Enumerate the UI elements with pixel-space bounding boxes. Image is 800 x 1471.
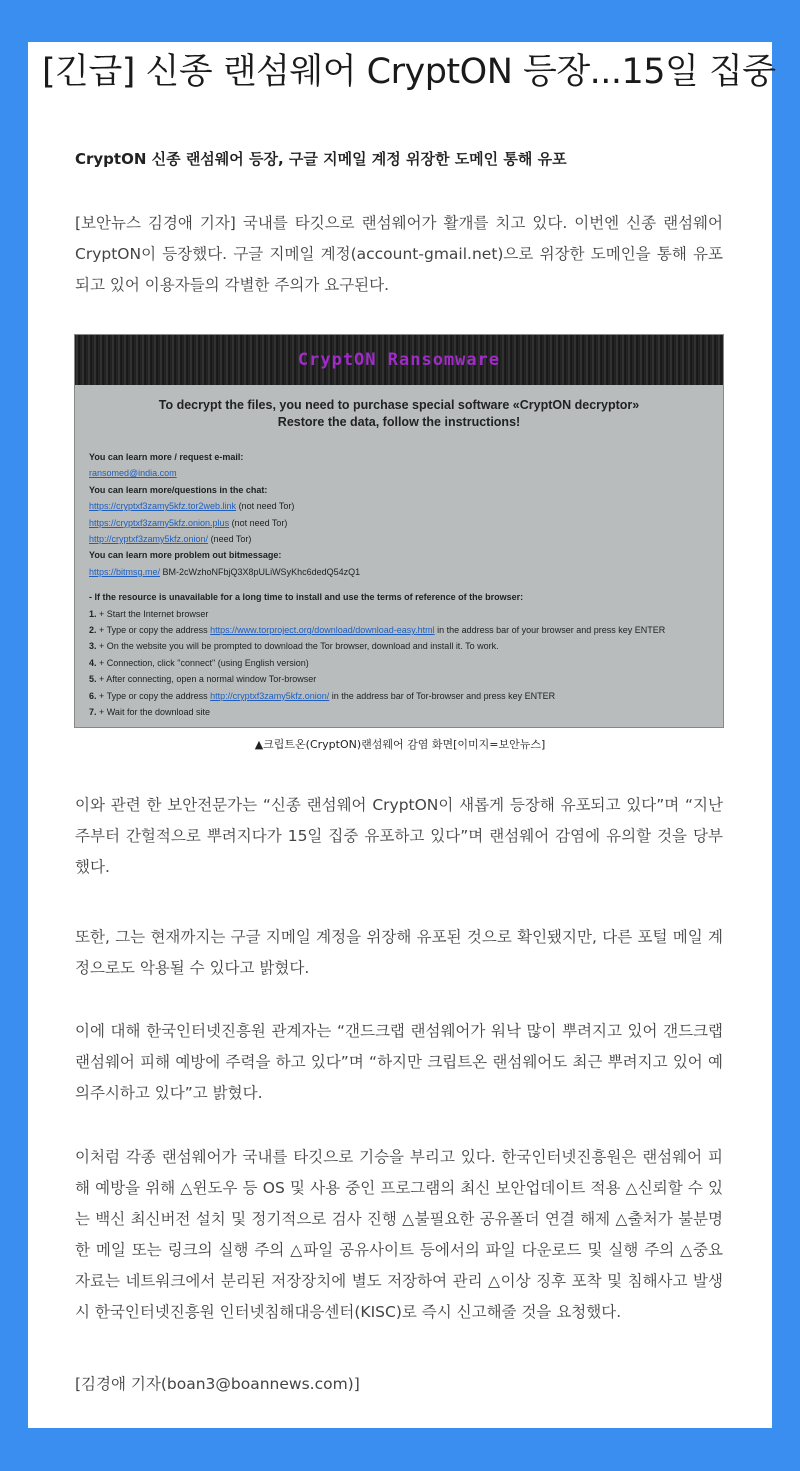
headline-line-1: To decrypt the files, you need to purchase special software «CryptON decryptor» (158, 398, 640, 412)
chat-link-1[interactable]: https://cryptxf3zamy5kfz.tor2web.link (89, 501, 237, 512)
image-caption: ▲크립트온(CryptON)랜섬웨어 감염 화면[이미지=보안뉴스] (254, 738, 546, 751)
chat-link-2[interactable]: https://cryptxf3zamy5kfz.onion.plus (89, 517, 230, 528)
chat-link-3[interactable]: http://cryptxf3zamy5kfz.onion/ (89, 534, 209, 545)
ransomware-screenshot (74, 334, 724, 728)
article-card (28, 42, 776, 1428)
byline: [김경애 기자(boan3@boannews.com)] (75, 1375, 360, 1393)
chat-link-3-note: (need Tor) (208, 534, 252, 545)
article-paragraph: [보안뉴스 김경애 기자] 국내를 타깃으로 랜섬웨어가 활개를 치고 있다. 이번엔 신종 랜섬웨어 CryptON이 등장했다. 구글 지메일 계정(account-gmail.net)으로 위장한 도메인을 통해 유포되고 있어 이용자들의 각별한 주의가 요구된다. (75, 214, 723, 294)
step-2: 2. + Type or copy the address https://www.torproject.org/download/download-easy.html in the address bar of your browser and press key ENTER (89, 625, 666, 636)
chat-link-1-note: (not need Tor) (236, 501, 295, 512)
step-1: 1. + Start the Internet browser (89, 608, 209, 619)
resource-note: - If the resource is unavailable for a long time to install and use the terms of reference of the browser: (89, 592, 524, 603)
article-paragraph: 이와 관련 한 보안전문가는 “신종 랜섬웨어 CryptON이 새롭게 등장해 유포되고 있다”며 “지난 주부터 간헐적으로 뿌려지다가 15일 집중 유포하고 있다”며 랜섬웨어 감염에 유의할 것을 당부했다. (75, 796, 723, 876)
article-subhead: CryptON 신종 랜섬웨어 등장, 구글 지메일 계정 위장한 도메인 통해 유포 (75, 150, 567, 168)
onion-link[interactable]: http://cryptxf3zamy5kfz.onion/ (210, 690, 330, 701)
headline-line-2: Restore the data, follow the instructions! (277, 415, 521, 429)
article-paragraph: 또한, 그는 현재까지는 구글 지메일 계정을 위장해 유포된 것으로 확인됐지만, 다른 포털 메일 계정으로도 악용될 수 있다고 밝혔다. (75, 928, 723, 977)
ransomware-headline (75, 397, 723, 431)
bitmessage-link[interactable]: https://bitmsg.me/ (89, 566, 161, 577)
article-title: [긴급] 신종 랜섬웨어 CryptON 등장...15일 집중 (42, 52, 776, 92)
article-paragraph: 이에 대해 한국인터넷진흥원 관계자는 “갠드크랩 랜섬웨어가 워낙 많이 뿌려지고 있어 갠드크랩 랜섬웨어 피해 예방에 주력을 하고 있다”며 “하지만 크립트온 랜섬웨어도 최근 뿌려지고 있어 예의주시하고 있다”고 밝혔다. (75, 1022, 723, 1102)
chat-label: You can learn more/questions in the chat: (89, 484, 268, 495)
ransomware-banner (75, 335, 723, 385)
ransomware-brand: CryptON Ransomware (297, 350, 501, 370)
ransomware-instructions (75, 431, 723, 721)
article-paragraph: 이처럼 각종 랜섬웨어가 국내를 타깃으로 기승을 부리고 있다. 한국인터넷진흥원은 랜섬웨어 피해 예방을 위해 △윈도우 등 OS 및 사용 중인 프로그램의 최신 보안업데이트 적용 △신뢰할 수 있는 백신 최신버전 설치 및 정기적으로 검사 진행 △불필요한 공유폴더 연결 해제 △출처가 불분명한 메일 또는 링크의 실행 주의 △파일 공유사이트 등에서의 파일 다운로드 및 실행 주의 △중요 자료는 네트워크에서 분리된 저장장치에 별도 저장하여 관리 △이상 징후 포착 및 침해사고 발생시 한국인터넷진흥원 인터넷침해대응센터(KISC)로 즉시 신고해줄 것을 요청했다. (75, 1148, 723, 1321)
step-5: 5. + After connecting, open a normal window Tor-browser (89, 674, 317, 685)
step-4: 4. + Connection, click "connect" (using English version) (89, 657, 309, 668)
step-6: 6. + Type or copy the address http://cryptxf3zamy5kfz.onion/ in the address bar of Tor-browser and press key ENTER (89, 690, 556, 701)
email-label: You can learn more / request e-mail: (89, 452, 244, 462)
bitmessage-label: You can learn more problem out bitmessage: (89, 550, 282, 561)
tor-download-link[interactable]: https://www.torproject.org/download/download-easy.html (210, 625, 435, 636)
step-3: 3. + On the website you will be prompted to download the Tor browser, download and install it. To work. (89, 641, 499, 652)
email-link[interactable]: ransomed@india.com (89, 468, 177, 479)
chat-link-2-note: (not need Tor) (229, 517, 288, 528)
step-7: 7. + Wait for the download site (89, 707, 210, 718)
bitmessage-id: BM-2cWzhoNFbjQ3X8pULiWSyKhc6dedQ54zQ1 (160, 566, 361, 577)
